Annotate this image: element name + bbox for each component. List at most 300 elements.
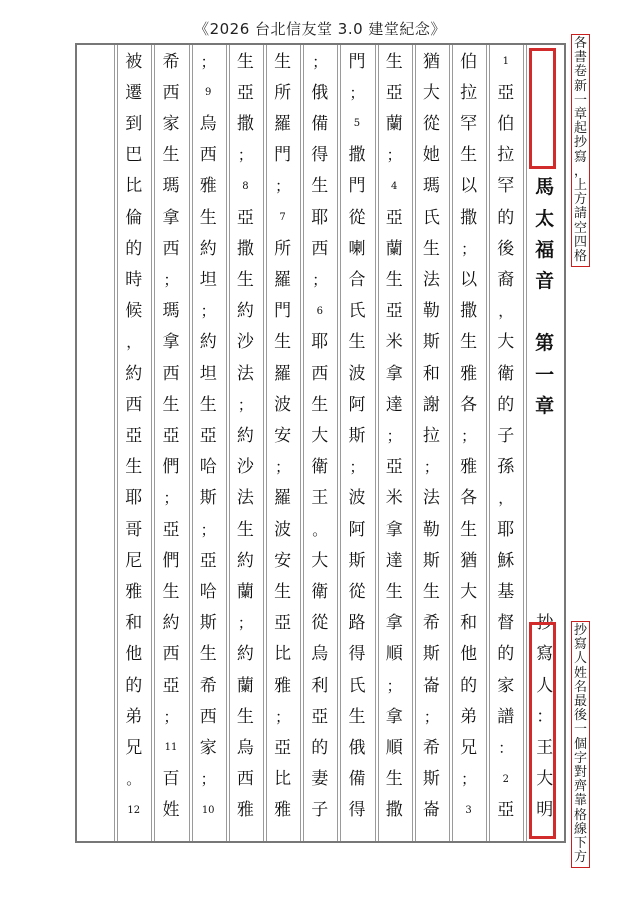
grid-character: 生 xyxy=(162,581,180,602)
grid-character: 亞 xyxy=(497,82,515,103)
verse-number: 2 xyxy=(502,773,509,785)
grid-character: 門 xyxy=(274,145,292,166)
grid-character: 希 xyxy=(199,675,217,696)
book-title-char: 音 xyxy=(535,269,555,292)
verse-number: 6 xyxy=(316,305,323,317)
grid-character: 合 xyxy=(348,269,366,290)
grid-character: ， xyxy=(498,489,514,508)
grid-character: 生 xyxy=(460,332,478,353)
grid-character: 姓 xyxy=(162,800,180,821)
grid-character: 衛 xyxy=(311,581,329,602)
grid-character: ； xyxy=(312,52,328,71)
grid-character: 斯 xyxy=(422,332,440,353)
grid-character: ； xyxy=(423,458,439,477)
grid-character: 生 xyxy=(422,238,440,259)
grid-character: 哈 xyxy=(199,457,217,478)
grid-character: 耶 xyxy=(311,332,329,353)
grid-character: 雅 xyxy=(125,581,143,602)
grid-character: 各 xyxy=(460,488,478,509)
grid-character: 勒 xyxy=(422,519,440,540)
grid-character: 西 xyxy=(236,769,254,790)
grid-character: 亞 xyxy=(385,207,403,228)
grid-character: ， xyxy=(498,302,514,321)
grid-character: 蘭 xyxy=(236,675,254,696)
grid-character: 拿 xyxy=(385,519,403,540)
grid-character: 生 xyxy=(199,207,217,228)
copyist-label-char: 寫 xyxy=(536,644,554,665)
grid-character: 的 xyxy=(311,737,329,758)
grid-character: 西 xyxy=(311,363,329,384)
grid-character: 從 xyxy=(422,113,440,134)
grid-character: 烏 xyxy=(311,644,329,665)
grid-character: 拿 xyxy=(385,613,403,634)
grid-character: 生 xyxy=(311,394,329,415)
grid-character: 拿 xyxy=(385,363,403,384)
grid-character: 譜 xyxy=(497,706,515,727)
grid-character: 從 xyxy=(348,207,366,228)
grid-character: 罕 xyxy=(460,113,478,134)
grid-character: 生 xyxy=(274,332,292,353)
grid-character: 希 xyxy=(162,51,180,72)
grid-character: 羅 xyxy=(274,363,292,384)
grid-character: 裔 xyxy=(497,269,515,290)
grid-character: 亞 xyxy=(125,425,143,446)
grid-character: 蘭 xyxy=(385,238,403,259)
grid-character: 阿 xyxy=(348,519,366,540)
grid-character: 伯 xyxy=(497,113,515,134)
grid-character: 子 xyxy=(311,800,329,821)
grid-character: 的 xyxy=(125,238,143,259)
grid-character: 撒 xyxy=(385,800,403,821)
grid-character: 被 xyxy=(125,51,143,72)
grid-character: ； xyxy=(386,146,402,165)
grid-character: 妻 xyxy=(311,769,329,790)
grid-character: 從 xyxy=(311,613,329,634)
grid-character: 大 xyxy=(497,332,515,353)
grid-character: ； xyxy=(237,395,253,414)
grid-character: 生 xyxy=(274,581,292,602)
grid-character: 遷 xyxy=(125,82,143,103)
grid-character: 生 xyxy=(385,769,403,790)
grid-character: 約 xyxy=(125,363,143,384)
grid-character: 拿 xyxy=(162,332,180,353)
grid-character: 亞 xyxy=(162,519,180,540)
grid-character: 阿 xyxy=(348,394,366,415)
header-column xyxy=(523,45,565,841)
grid-character: 生 xyxy=(460,519,478,540)
grid-character: 撒 xyxy=(460,301,478,322)
grid-character: 達 xyxy=(385,394,403,415)
grid-character: 亞 xyxy=(162,425,180,446)
grid-character: ； xyxy=(461,426,477,445)
grid-character: 喇 xyxy=(348,238,366,259)
grid-character: 以 xyxy=(460,269,478,290)
grid-character: 子 xyxy=(497,425,515,446)
grid-character: ； xyxy=(423,707,439,726)
text-column xyxy=(449,45,487,841)
text-column xyxy=(337,45,375,841)
grid-character: ； xyxy=(163,489,179,508)
grid-character: 督 xyxy=(497,613,515,634)
grid-character: 西 xyxy=(199,145,217,166)
grid-character: 西 xyxy=(162,644,180,665)
grid-character: 罕 xyxy=(497,176,515,197)
grid-character: 弟 xyxy=(460,706,478,727)
grid-character: 備 xyxy=(311,113,329,134)
verse-number: 7 xyxy=(279,212,286,223)
grid-character: 哥 xyxy=(125,519,143,540)
grid-character: 耶 xyxy=(497,519,515,540)
grid-character: 大 xyxy=(311,425,329,446)
verse-number: 11 xyxy=(164,742,178,754)
copyist-name-char: 王 xyxy=(536,737,554,758)
verse-number: 8 xyxy=(242,180,249,192)
grid-character: 亞 xyxy=(274,613,292,634)
grid-character: 穌 xyxy=(497,550,515,571)
grid-character: 羅 xyxy=(274,269,292,290)
grid-character: 各 xyxy=(460,394,478,415)
grid-character: 西 xyxy=(162,238,180,259)
grid-character: 法 xyxy=(236,488,254,509)
grid-character: 達 xyxy=(385,550,403,571)
grid-character: 得 xyxy=(348,644,366,665)
verse-number: 9 xyxy=(205,87,212,99)
grid-character: 大 xyxy=(460,581,478,602)
grid-character: 耶 xyxy=(125,488,143,509)
grid-character: 他 xyxy=(460,644,478,665)
grid-character: 大 xyxy=(311,550,329,571)
chapter-heading-char: 一 xyxy=(535,363,555,386)
grid-character: 西 xyxy=(311,238,329,259)
grid-character: 尼 xyxy=(125,550,143,571)
grid-character: 耶 xyxy=(311,207,329,228)
text-column xyxy=(151,45,189,841)
grid-character: ； xyxy=(349,458,365,477)
grid-character: ， xyxy=(126,333,142,352)
grid-character: 和 xyxy=(125,613,143,634)
grid-character: 安 xyxy=(274,550,292,571)
grid-character: 基 xyxy=(497,581,515,602)
copyist-name-char: 明 xyxy=(536,800,554,821)
grid-character: 亞 xyxy=(311,706,329,727)
text-column xyxy=(300,45,338,841)
grid-character: 氏 xyxy=(348,301,366,322)
grid-character: 希 xyxy=(422,737,440,758)
grid-character: 波 xyxy=(274,394,292,415)
grid-character: 沙 xyxy=(236,332,254,353)
grid-character: 生 xyxy=(460,145,478,166)
grid-character: 生 xyxy=(348,706,366,727)
grid-character: 米 xyxy=(385,332,403,353)
grid-character: 比 xyxy=(274,769,292,790)
text-column xyxy=(226,45,264,841)
grid-character: ： xyxy=(498,738,514,757)
grid-character: 備 xyxy=(348,769,366,790)
grid-character: 巴 xyxy=(125,145,143,166)
grid-character: 拉 xyxy=(422,425,440,446)
grid-character: ； xyxy=(461,770,477,789)
grid-character: ； xyxy=(386,676,402,695)
grid-character: 羅 xyxy=(274,488,292,509)
grid-character: 亞 xyxy=(274,737,292,758)
grid-character: 斯 xyxy=(422,550,440,571)
grid-character: 瑪 xyxy=(162,301,180,322)
grid-character: 約 xyxy=(236,301,254,322)
grid-character: 氏 xyxy=(348,675,366,696)
grid-character: 勒 xyxy=(422,301,440,322)
grid-character: 拉 xyxy=(460,82,478,103)
grid-character: 所 xyxy=(274,82,292,103)
grid-character: 生 xyxy=(274,51,292,72)
grid-character: 法 xyxy=(422,488,440,509)
grid-character: ； xyxy=(237,614,253,633)
text-column xyxy=(114,45,152,841)
grid-character: 亞 xyxy=(162,675,180,696)
grid-character: ； xyxy=(312,270,328,289)
grid-character: 衛 xyxy=(497,363,515,384)
grid-character: 斯 xyxy=(199,488,217,509)
text-column xyxy=(263,45,301,841)
grid-character: 亞 xyxy=(199,425,217,446)
grid-character: 蘭 xyxy=(236,581,254,602)
grid-character: 撒 xyxy=(236,238,254,259)
grid-character: 後 xyxy=(497,238,515,259)
grid-character: ； xyxy=(200,302,216,321)
instruction-note-bottom: 抄 寫 人 姓 名 最 後 一 個 字 對 齊 靠 格 線 下 方 xyxy=(571,621,590,868)
grid-character: 大 xyxy=(422,82,440,103)
grid-character: 烏 xyxy=(236,737,254,758)
grid-character: 比 xyxy=(274,644,292,665)
grid-character: 家 xyxy=(162,113,180,134)
grid-character: 比 xyxy=(125,176,143,197)
grid-character: 斯 xyxy=(422,769,440,790)
grid-character: 生 xyxy=(236,706,254,727)
verse-number: 4 xyxy=(391,180,398,192)
grid-character: 得 xyxy=(311,145,329,166)
grid-character: 門 xyxy=(348,51,366,72)
grid-character: 王 xyxy=(311,488,329,509)
grid-character: 她 xyxy=(422,145,440,166)
grid-character: 雅 xyxy=(199,176,217,197)
grid-character: 約 xyxy=(162,613,180,634)
blank-cells-marker xyxy=(529,48,556,169)
grid-character: 拿 xyxy=(385,706,403,727)
grid-character: 斯 xyxy=(348,550,366,571)
grid-character: 路 xyxy=(348,613,366,634)
manuscript-grid xyxy=(75,43,566,843)
grid-character: ； xyxy=(200,52,216,71)
grid-character: 的 xyxy=(497,644,515,665)
grid-character: 波 xyxy=(348,488,366,509)
grid-character: 法 xyxy=(236,363,254,384)
grid-character: 和 xyxy=(422,363,440,384)
chapter-heading-char: 章 xyxy=(535,394,555,417)
grid-character: 生 xyxy=(311,176,329,197)
grid-character: 生 xyxy=(199,644,217,665)
grid-character: 瑪 xyxy=(162,176,180,197)
grid-character: 順 xyxy=(385,737,403,758)
grid-character: 孫 xyxy=(497,457,515,478)
grid-character: 謝 xyxy=(422,394,440,415)
grid-character: 家 xyxy=(199,737,217,758)
grid-character: 亞 xyxy=(385,301,403,322)
grid-character: 雅 xyxy=(236,800,254,821)
grid-character: 兄 xyxy=(125,737,143,758)
grid-character: 俄 xyxy=(311,82,329,103)
grid-character: 兄 xyxy=(460,737,478,758)
verse-number: 12 xyxy=(127,804,141,816)
grid-character: 所 xyxy=(274,238,292,259)
grid-character: 生 xyxy=(162,145,180,166)
copyist-label-char: ： xyxy=(536,706,554,727)
page-title: 《2026 台北信友堂 3.0 建堂紀念》 xyxy=(194,20,446,38)
grid-character: 烏 xyxy=(199,113,217,134)
grid-character: 生 xyxy=(348,332,366,353)
copyist-name-char: 大 xyxy=(536,769,554,790)
grid-character: 生 xyxy=(199,394,217,415)
grid-character: 和 xyxy=(460,613,478,634)
grid-character: 米 xyxy=(385,488,403,509)
grid-character: 猶 xyxy=(422,51,440,72)
grid-character: 的 xyxy=(125,675,143,696)
text-column xyxy=(412,45,450,841)
grid-character: 的 xyxy=(497,394,515,415)
grid-character: 約 xyxy=(199,332,217,353)
grid-character: 斯 xyxy=(348,425,366,446)
grid-character: 撒 xyxy=(460,207,478,228)
grid-character: 波 xyxy=(348,363,366,384)
grid-character: 生 xyxy=(236,269,254,290)
grid-character: ； xyxy=(275,707,291,726)
grid-character: ； xyxy=(275,458,291,477)
grid-character: 瑪 xyxy=(422,176,440,197)
grid-character: 氏 xyxy=(422,207,440,228)
grid-character: 波 xyxy=(274,519,292,540)
grid-character: 約 xyxy=(236,644,254,665)
grid-character: 。 xyxy=(312,520,328,539)
grid-character: 俄 xyxy=(348,737,366,758)
grid-character: 斯 xyxy=(199,613,217,634)
grid-character: ； xyxy=(200,520,216,539)
grid-character: 亞 xyxy=(385,457,403,478)
grid-character: 約 xyxy=(199,238,217,259)
chapter-heading-char: 第 xyxy=(535,332,555,355)
grid-character: 生 xyxy=(125,457,143,478)
grid-character: 利 xyxy=(311,675,329,696)
grid-character: 崙 xyxy=(422,675,440,696)
grid-character: 撒 xyxy=(236,113,254,134)
grid-character: 西 xyxy=(162,363,180,384)
grid-character: 撒 xyxy=(348,145,366,166)
grid-character: ； xyxy=(237,146,253,165)
book-title-char: 太 xyxy=(535,207,555,230)
grid-character: 門 xyxy=(274,301,292,322)
copyist-label-char: 抄 xyxy=(536,613,554,634)
verse-number: 10 xyxy=(201,804,215,816)
grid-character: 他 xyxy=(125,644,143,665)
grid-character: 約 xyxy=(236,425,254,446)
grid-character: 家 xyxy=(497,675,515,696)
grid-character: 羅 xyxy=(274,113,292,134)
verse-number: 3 xyxy=(465,804,472,816)
grid-character: ； xyxy=(163,270,179,289)
grid-character: 伯 xyxy=(460,51,478,72)
grid-character: 亞 xyxy=(236,207,254,228)
grid-character: 安 xyxy=(274,425,292,446)
verse-number: 5 xyxy=(353,118,361,130)
grid-character: 崙 xyxy=(422,800,440,821)
grid-character: 生 xyxy=(236,519,254,540)
grid-character: 到 xyxy=(125,113,143,134)
grid-character: 從 xyxy=(348,581,366,602)
grid-character: 西 xyxy=(199,706,217,727)
grid-character: 亞 xyxy=(199,550,217,571)
grid-character: 以 xyxy=(460,176,478,197)
text-column xyxy=(189,45,227,841)
grid-character: 約 xyxy=(236,550,254,571)
grid-character: 法 xyxy=(422,269,440,290)
grid-character: 倫 xyxy=(125,207,143,228)
grid-character: 西 xyxy=(162,82,180,103)
grid-character: 亞 xyxy=(236,82,254,103)
grid-character: 沙 xyxy=(236,457,254,478)
grid-character: 雅 xyxy=(274,800,292,821)
grid-character: 猶 xyxy=(460,550,478,571)
grid-character: 亞 xyxy=(385,82,403,103)
grid-character: 候 xyxy=(125,301,143,322)
grid-character: ； xyxy=(349,83,365,102)
grid-character: 拉 xyxy=(497,145,515,166)
grid-character: 雅 xyxy=(460,457,478,478)
copyist-label-char: 人 xyxy=(536,675,554,696)
grid-character: 順 xyxy=(385,644,403,665)
grid-character: 衛 xyxy=(311,457,329,478)
text-column xyxy=(375,45,413,841)
grid-character: 生 xyxy=(236,51,254,72)
grid-character: 希 xyxy=(422,613,440,634)
grid-character: 。 xyxy=(126,770,142,789)
grid-character: ； xyxy=(275,177,291,196)
grid-character: 的 xyxy=(460,675,478,696)
grid-character: ； xyxy=(386,426,402,445)
grid-character: 雅 xyxy=(460,363,478,384)
grid-character: ； xyxy=(163,707,179,726)
grid-character: 西 xyxy=(125,394,143,415)
grid-character: 弟 xyxy=(125,706,143,727)
grid-character: 生 xyxy=(385,51,403,72)
grid-character: 雅 xyxy=(274,675,292,696)
text-column xyxy=(486,45,524,841)
grid-character: 們 xyxy=(162,550,180,571)
grid-character: 斯 xyxy=(422,644,440,665)
grid-character: ； xyxy=(200,770,216,789)
grid-character: 蘭 xyxy=(385,113,403,134)
book-title-char: 馬 xyxy=(535,176,555,199)
grid-character: 亞 xyxy=(497,800,515,821)
grid-character: 哈 xyxy=(199,581,217,602)
grid-character: 門 xyxy=(348,176,366,197)
grid-character: 生 xyxy=(162,394,180,415)
grid-character: 生 xyxy=(422,581,440,602)
grid-character: 百 xyxy=(162,769,180,790)
grid-character: 的 xyxy=(497,207,515,228)
grid-character: 生 xyxy=(385,269,403,290)
grid-character: 拿 xyxy=(162,207,180,228)
grid-character: 坦 xyxy=(199,363,217,384)
grid-character: 生 xyxy=(385,581,403,602)
book-title-char: 福 xyxy=(535,238,555,261)
grid-character: 得 xyxy=(348,800,366,821)
